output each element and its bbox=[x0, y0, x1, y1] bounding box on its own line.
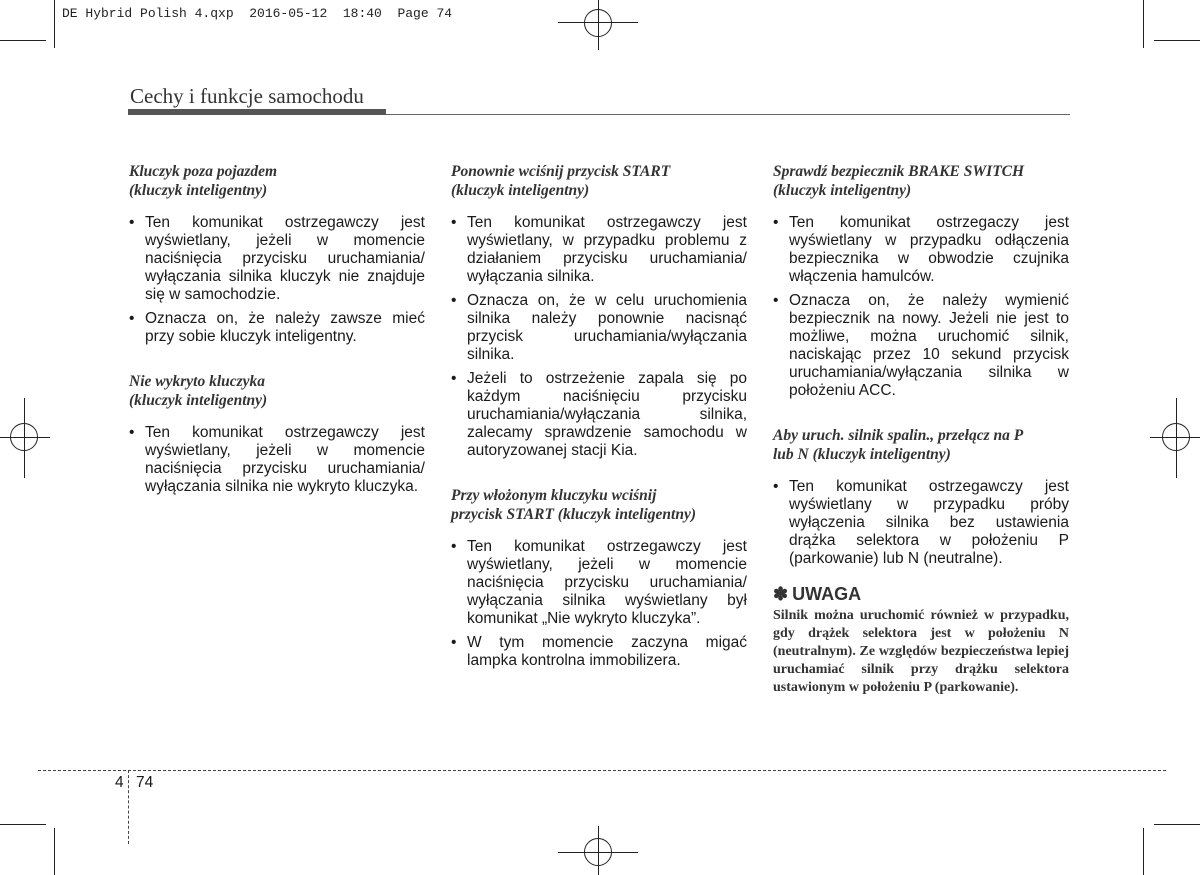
section-heading: Przy włożonym kluczyku wciśnij przycisk START (kluczyk inteligentny) bbox=[451, 487, 696, 523]
list-item: • Ten komunikat ostrzegaczy jest wyświetlany w przypadku odłączenia bezpiecznika w obwodzie czujnika włączenia hamulców. bbox=[773, 214, 1069, 286]
bullet-list bbox=[451, 214, 747, 460]
bullet-list bbox=[129, 424, 425, 496]
note-title bbox=[773, 584, 1069, 605]
crop-mark-top-right-h bbox=[1154, 40, 1200, 41]
list-item: • Oznacza on, że należy zawsze mieć przy sobie kluczyk inteligentny. bbox=[129, 310, 425, 346]
header-rule-thin bbox=[386, 114, 1070, 115]
list-item: • Ten komunikat ostrzegawczy jest wyświetlany, w przypadku problemu z działaniem przycisku uruchamiania/ wyłączania silnika. bbox=[451, 214, 747, 286]
bullet-list bbox=[451, 538, 747, 670]
list-item: • W tym momencie zaczyna migać lampka kontrolna immobilizera. bbox=[451, 634, 747, 670]
column-1 bbox=[129, 162, 425, 522]
section-heading: Nie wykryto kluczyka (kluczyk inteligentny) bbox=[129, 373, 268, 409]
list-item: • Oznacza on, że należy wymienić bezpiecznik na nowy. Jeżeli nie jest to możliwe, można uruchomić silnik, naciskając przez 10 sekund przycisk uruchamiania/wyłączania silnika w położeniu ACC. bbox=[773, 292, 1069, 400]
note-text: Silnik można uruchomić również w przypadku, gdy drążek selektora jest w położeniu N (neutralnym). Ze względów bezpieczeństwa lepiej uruchamiać silnik przy drążku selektora ustawionym w położeniu P (parkowanie). bbox=[773, 608, 1069, 695]
section-heading: Aby uruch. silnik spalin., przełącz na P lub N (kluczyk inteligentny) bbox=[773, 427, 1024, 463]
section-heading: Kluczyk poza pojazdem (kluczyk inteligentny) bbox=[129, 163, 278, 199]
section-heading: Sprawdź bezpiecznik BRAKE SWITCH (kluczyk inteligentny) bbox=[773, 163, 1025, 199]
list-item: • Ten komunikat ostrzegawczy jest wyświetlany, jeżeli w momencie naciśnięcia przycisku uruchamiania/ wyłączania silnika nie wykryto kluczyka. bbox=[129, 424, 425, 496]
asterisk-icon: ✽ bbox=[773, 584, 789, 604]
section-heading: Ponownie wciśnij przycisk START (kluczyk inteligentny) bbox=[451, 163, 671, 199]
crop-mark-bottom-right-h bbox=[1154, 824, 1200, 825]
crop-mark-top-left-v bbox=[54, 0, 55, 48]
list-item: • Ten komunikat ostrzegawczy jest wyświetlany, jeżeli w momencie naciśnięcia przycisku uruchamiania/ wyłączania silnika wyświetlany był komunikat „Nie wykryto kluczyka”. bbox=[451, 538, 747, 628]
crop-mark-top-right-v bbox=[1143, 0, 1144, 48]
list-item: • Jeżeli to ostrzeżenie zapala się po każdym naciśnięciu przycisku uruchamiania/wyłączania silnika, zalecamy sprawdzenie samochodu w autoryzowanej stacji Kia. bbox=[451, 370, 747, 460]
crop-mark-bottom-left-v bbox=[54, 828, 55, 875]
chapter-title: Cechy i funkcje samochodu bbox=[130, 84, 364, 108]
header-rule-thick bbox=[128, 109, 386, 115]
crop-mark-bottom-left-h bbox=[0, 824, 46, 825]
footer-divider bbox=[128, 770, 129, 844]
footer-rule bbox=[38, 770, 1166, 771]
page-number: 74 bbox=[136, 774, 154, 791]
column-2 bbox=[451, 162, 747, 696]
chapter-number: 4 bbox=[115, 774, 124, 791]
bullet-list bbox=[773, 478, 1069, 568]
note-title-label: UWAGA bbox=[792, 584, 862, 604]
column-3 bbox=[773, 162, 1069, 697]
list-item: • Ten komunikat ostrzegawczy jest wyświetlany w przypadku próby wyłączenia silnika bez ustawienia drążka selektora w położeniu P (parkowanie) lub N (neutralne). bbox=[773, 478, 1069, 568]
bullet-list bbox=[129, 214, 425, 346]
crop-mark-top-left-h bbox=[0, 40, 46, 41]
bullet-list bbox=[773, 214, 1069, 400]
list-item: • Oznacza on, że w celu uruchomienia silnika należy ponownie nacisnąć przycisk uruchamiania/wyłączania silnika. bbox=[451, 292, 747, 364]
crop-mark-bottom-right-v bbox=[1143, 828, 1144, 875]
list-item: • Ten komunikat ostrzegawczy jest wyświetlany, jeżeli w momencie naciśnięcia przycisku uruchamiania/ wyłączania silnika kluczyk nie znajduje się w samochodzie. bbox=[129, 214, 425, 304]
print-slug: DE Hybrid Polish 4.qxp 2016-05-12 18:40 Page 74 bbox=[62, 6, 453, 21]
